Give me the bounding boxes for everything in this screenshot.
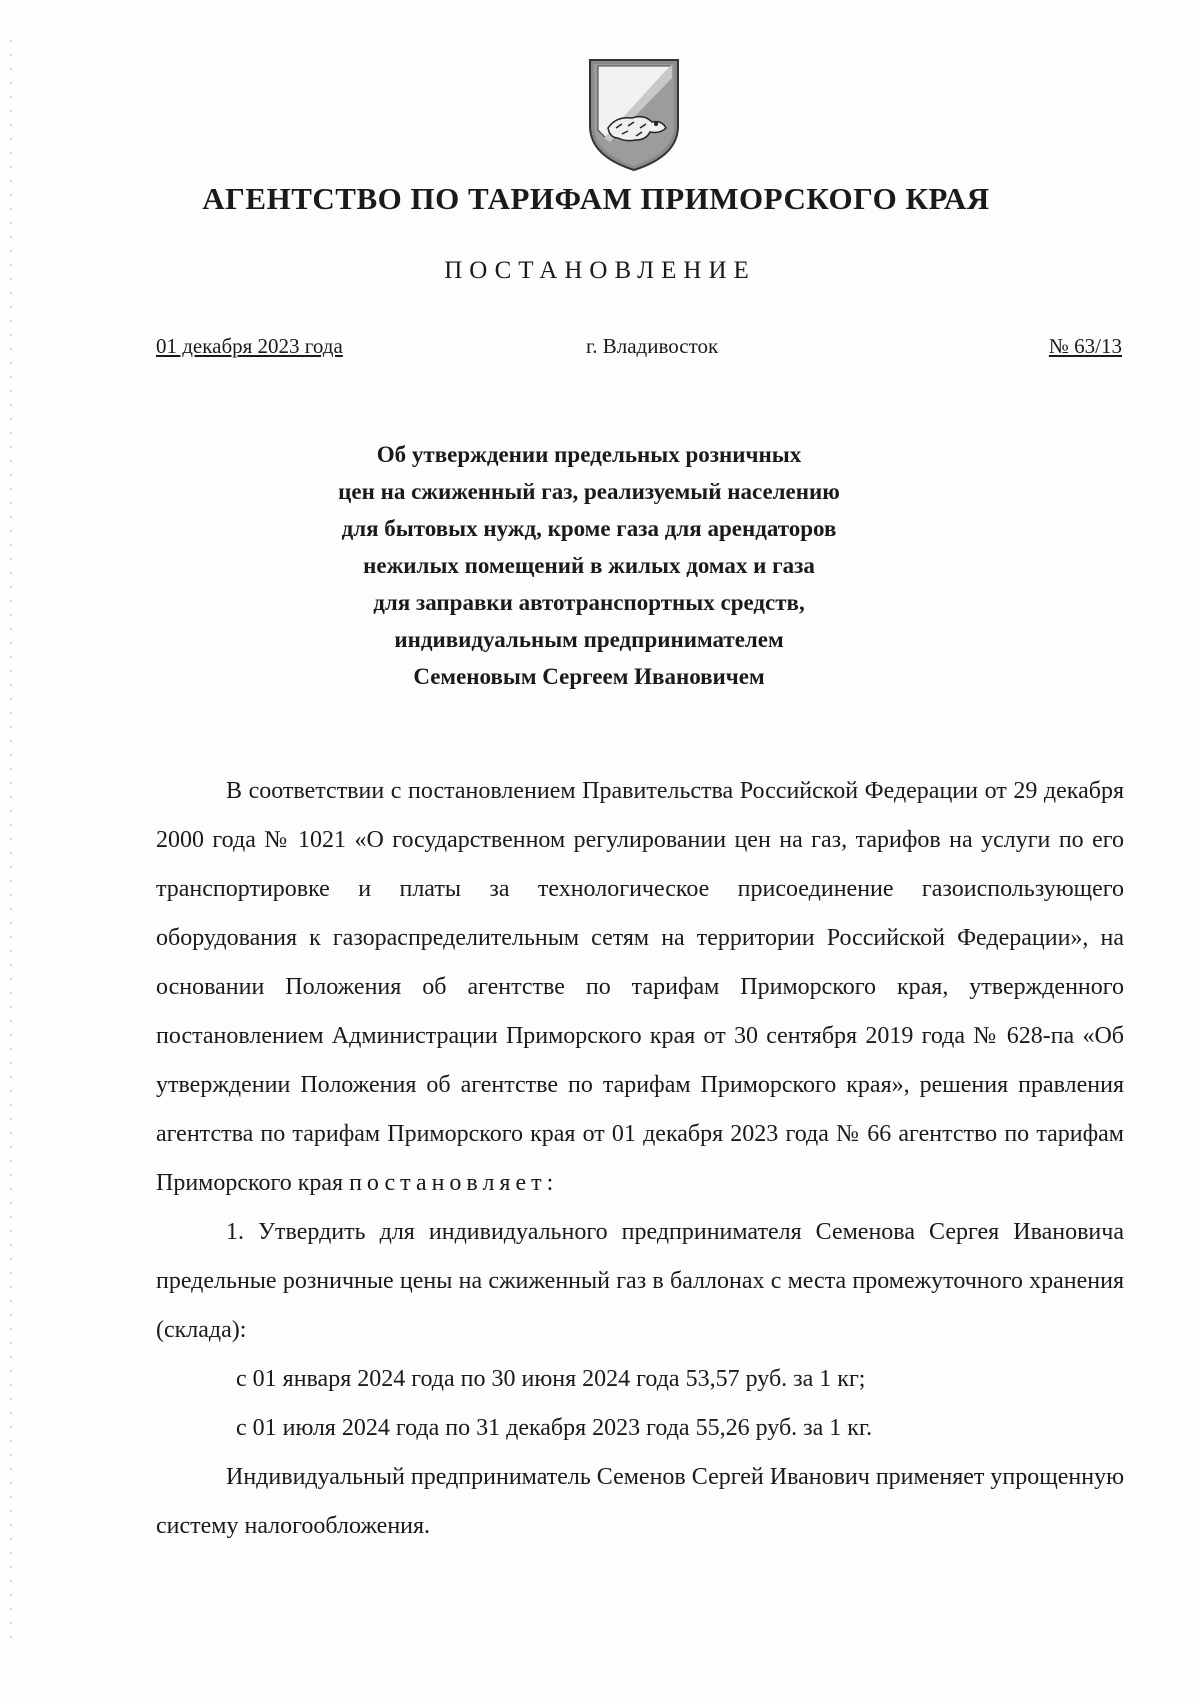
subject-line: для заправки автотранспортных средств, bbox=[373, 590, 805, 615]
tax-note-paragraph: Индивидуальный предприниматель Семенов Сергей Иванович применяет упрощенную систему налогообложения. bbox=[156, 1464, 1124, 1539]
primorsky-krai-coat-of-arms-icon bbox=[586, 56, 682, 174]
subject-line: нежилых помещений в жилых домах и газа bbox=[363, 553, 815, 578]
subject-line: индивидуальным предпринимателем bbox=[394, 627, 784, 652]
price-line-1: с 01 января 2024 года по 30 июня 2024 года 53,57 руб. за 1 кг; bbox=[236, 1366, 866, 1392]
agency-title: АГЕНТСТВО ПО ТАРИФАМ ПРИМОРСКОГО КРАЯ bbox=[202, 181, 990, 216]
subject-line: Об утверждении предельных розничных bbox=[376, 442, 802, 467]
subject-line: цен на сжиженный газ, реализуемый населению bbox=[338, 479, 840, 504]
price-line-2: с 01 июля 2024 года по 31 декабря 2023 года 55,26 руб. за 1 кг. bbox=[236, 1415, 873, 1441]
document-subject bbox=[0, 436, 1189, 695]
decree-word: постановляет: bbox=[349, 1170, 559, 1196]
document-type: ПОСТАНОВЛЕНИЕ bbox=[444, 257, 756, 284]
subject-line: для бытовых нужд, кроме газа для арендаторов bbox=[341, 516, 837, 541]
preamble-text: В соответствии с постановлением Правительства Российской Федерации от 29 декабря 2000 года № 1021 «О государственном регулировании цен на газ, тарифов на услуги по его транспортировке и платы за технологическое присоединение газоиспользующего оборудования к газораспределительным сетям на территории Российской Федерации», на основании Положения об агентстве по тарифам Приморского края, утвержденного постановлением Администрации Приморского края от 30 сентября 2019 года № 628-па «Об утверждении Положения об агентстве по тарифам Приморского края», решения правления агентства по тарифам Приморского края от 01 декабря 2023 года № 66 агентство по тарифам Приморского края bbox=[156, 778, 1124, 1196]
preamble-paragraph bbox=[156, 767, 1124, 1208]
subject-line: Семеновым Сергеем Ивановичем bbox=[413, 664, 765, 689]
document-city: г. Владивосток bbox=[586, 334, 719, 358]
document-number: № 63/13 bbox=[1048, 334, 1122, 358]
item-1-paragraph: 1. Утвердить для индивидуального предпринимателя Семенова Сергея Ивановича предельные розничные цены на сжиженный газ в баллонах с места промежуточного хранения (склада): bbox=[156, 1219, 1124, 1343]
document-date: 01 декабря 2023 года bbox=[156, 334, 343, 358]
document-meta bbox=[156, 334, 1122, 366]
document-body bbox=[156, 767, 1124, 1551]
